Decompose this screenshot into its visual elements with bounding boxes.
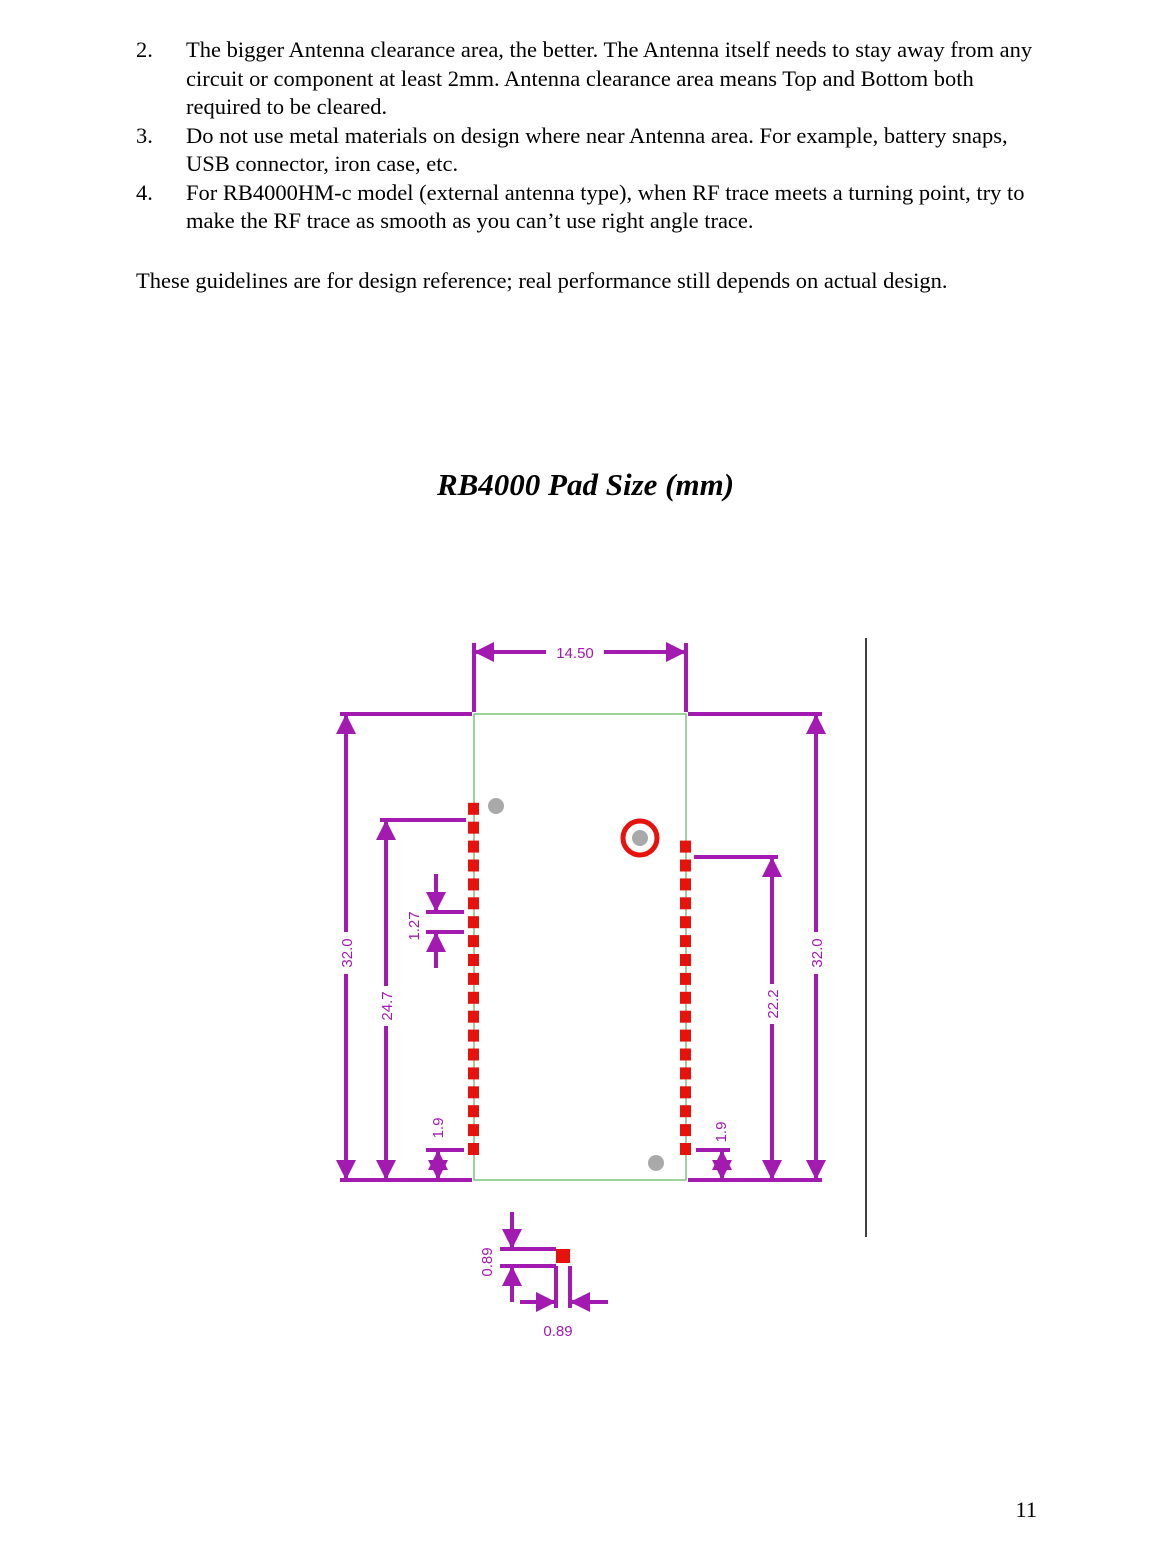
dimension-label-pad-pitch: 1.27 [406,911,423,941]
pad [468,1086,479,1098]
module-outline [474,714,686,1180]
pad [680,973,691,985]
dimension-label-pad-height: 0.89 [479,1247,496,1277]
pad [468,935,479,947]
dimension-label-right-offset: 1.9 [713,1121,730,1143]
pad [468,1067,479,1079]
pad [680,954,691,966]
pad [680,1049,691,1061]
guideline-text: The bigger Antenna clearance area, the better. The Antenna itself needs to stay away from any circuit or component at least 2mm. Antenna clearance area means Top and Bottom both required to be cleared. [186,37,1033,119]
pad [468,1011,479,1023]
pad [468,992,479,1004]
page-number: 11 [1015,1497,1037,1522]
pad [468,897,479,909]
pad [468,841,479,853]
pad [468,803,479,815]
pad [680,935,691,947]
design-note: These guidelines are for design reference; real performance still depends on actual design. [136,268,948,293]
mounting-hole [488,798,504,814]
mounting-hole [648,1155,664,1171]
pad [680,1067,691,1079]
reference-hole-center [632,830,648,846]
dimension-label-pad-width: 0.89 [543,1323,573,1340]
figure-title: RB4000 Pad Size (mm) [436,467,735,502]
pad [468,954,479,966]
pad-detail [556,1249,570,1263]
pad [468,822,479,834]
dimension-label-width: 14.50 [556,645,594,662]
guideline-text: For RB4000HM-c model (external antenna type), when RF trace meets a turning point, try to make the RF trace as smooth as you can’t use right angle trace. [186,179,1025,233]
dimension-label-height-left: 32.0 [339,938,356,968]
pad [680,1030,691,1042]
pad [468,1124,479,1136]
guideline-number: 4. [136,179,153,205]
dimension-label-left-offset: 1.9 [430,1117,447,1139]
pad [468,860,479,872]
pad [468,916,479,928]
pad [680,916,691,928]
pad [680,841,691,853]
pad [468,1105,479,1117]
dimension-label-right-pad-span: 22.2 [765,989,782,1019]
pad [680,897,691,909]
dimension-label-height-right: 32.0 [809,938,826,968]
pad [680,878,691,890]
pad [468,973,479,985]
pad [468,1049,479,1061]
pad [468,1030,479,1042]
guideline-number: 3. [136,122,153,148]
pad [468,878,479,890]
guideline-number: 2. [136,37,153,62]
pad [468,1143,479,1155]
pad [680,1086,691,1098]
pad [680,1124,691,1136]
guideline-text: Do not use metal materials on design where near Antenna area. For example, battery snaps, USB connector, iron case, etc. [186,122,1008,176]
pad [680,860,691,872]
pad [680,1105,691,1117]
right-pad-row [680,841,691,1155]
pad [680,1011,691,1023]
pad [680,992,691,1004]
dimension-label-left-pad-span: 24.7 [379,991,396,1021]
pad [680,1143,691,1155]
